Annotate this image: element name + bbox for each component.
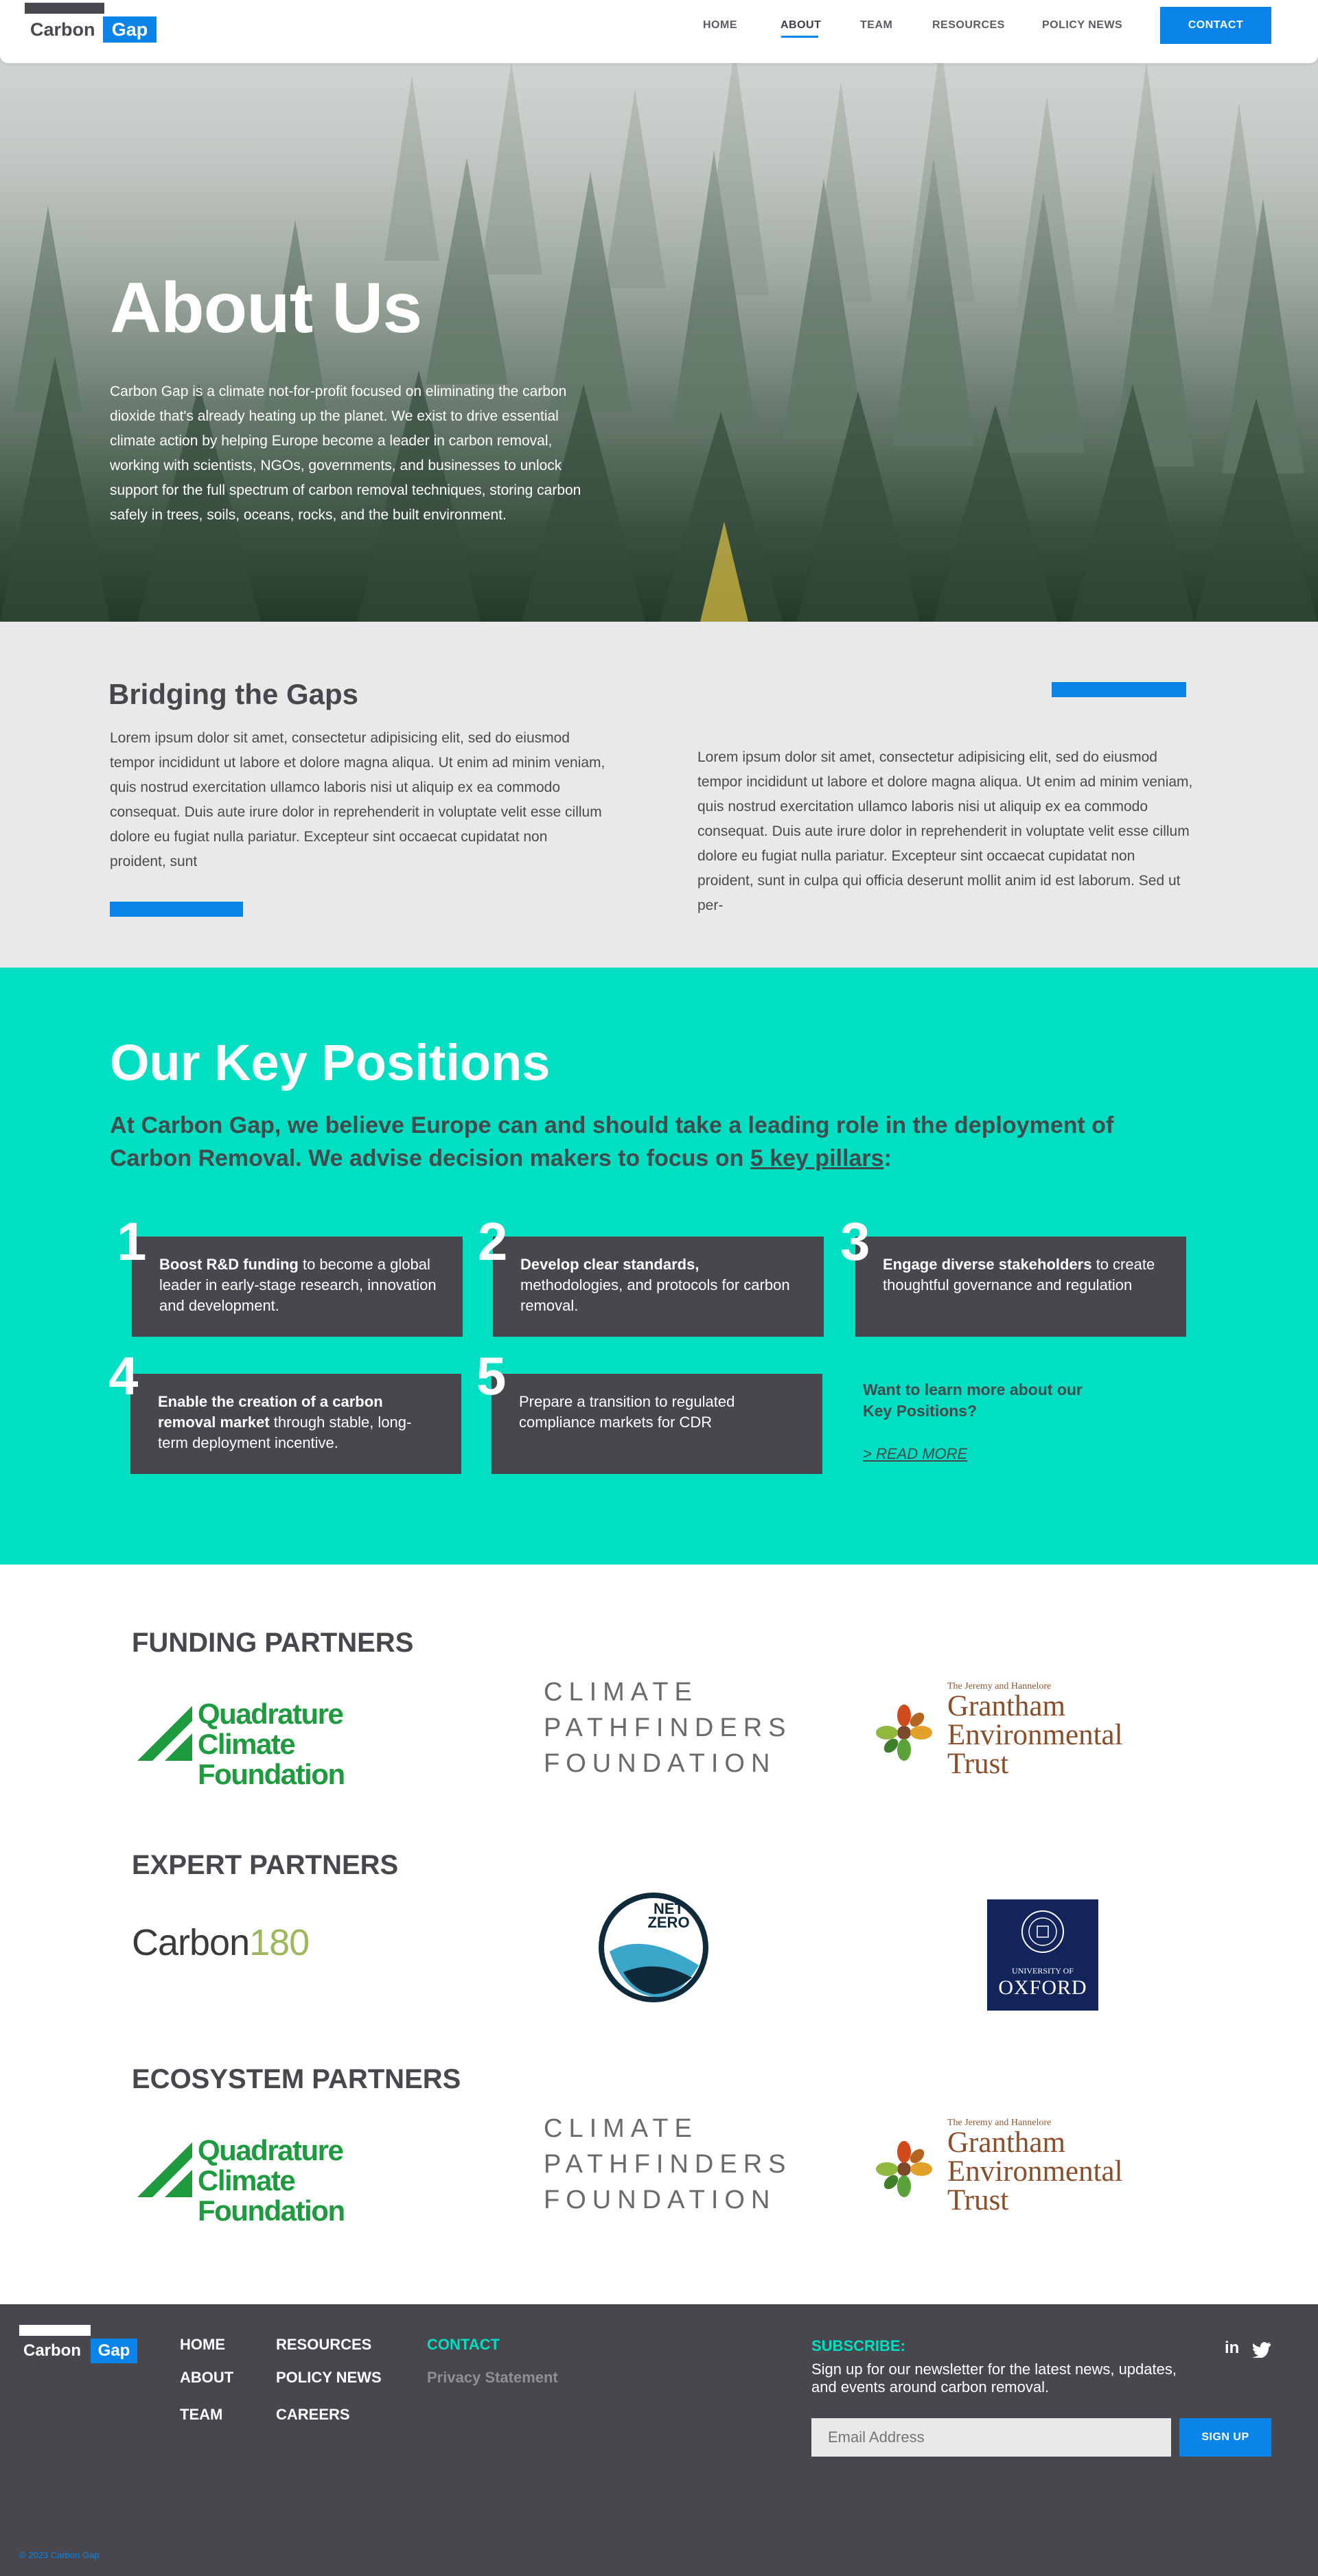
read-more-link[interactable]: > READ MORE — [863, 1445, 968, 1462]
logo-carbon-text: Carbon — [23, 2341, 81, 2360]
nav-about[interactable]: ABOUT — [781, 19, 822, 31]
pillar-number-1: 1 — [117, 1211, 147, 1272]
grantham-flower-icon — [866, 2131, 942, 2207]
carbon180-b: 180 — [249, 1922, 310, 1963]
footer-link-contact[interactable]: CONTACT — [427, 2336, 500, 2353]
pillar-bold: Develop clear standards, — [520, 1256, 700, 1273]
subscribe-description: Sign up for our newsletter for the latest news, updates, and events around carbon removal. — [811, 2361, 1177, 2396]
logo-gap-text: Gap — [91, 2339, 137, 2363]
accent-bar-left — [110, 902, 243, 917]
oxford-logo[interactable] — [987, 1899, 1098, 2011]
quadrature-line2: Climate Foundation — [198, 1728, 345, 1790]
pillar-text: Prepare a transition to regulated compliance markets for CDR — [519, 1393, 735, 1431]
key-positions-lead — [110, 1109, 1153, 1175]
grantham-subtitle: The Jeremy and Hannelore — [947, 2118, 1052, 2128]
nav-home[interactable]: HOME — [703, 19, 737, 31]
cpf-line3: FOUNDATION — [544, 2186, 776, 2214]
lead-text: At Carbon Gap, we believe Europe can and should take a leading role in the deployment of Carbon Removal. We advise decision makers to focus on — [110, 1112, 1114, 1171]
pillar-card-3 — [855, 1237, 1186, 1337]
pillar-card-5 — [492, 1374, 822, 1474]
carbon-gap-logo[interactable] — [25, 3, 157, 43]
grantham-line2: Environmental — [947, 1719, 1123, 1751]
accent-bar-right — [1052, 682, 1186, 697]
grantham-line3: Trust — [947, 1748, 1009, 1780]
pillar-text: methodologies, and protocols for carbon removal. — [520, 1276, 790, 1314]
grantham-line1: Grantham — [947, 1690, 1065, 1722]
cpf-line3: FOUNDATION — [544, 1749, 776, 1778]
grantham-name — [947, 2129, 1123, 2215]
hero-description: Carbon Gap is a climate not-for-profit focused on eliminating the carbon dioxide that's already heating up the planet. We exist to drive essential climate action by helping Europe become a leader in carbon removal, working with scientists, NGOs, governments, and businesses to unlock support for the full spectrum of carbon removal techniques, storing carbon safely in trees, soils, oceans, rocks, and the built environment. — [110, 384, 581, 523]
site-footer — [0, 2304, 1318, 2576]
net-zero-logo[interactable] — [596, 1890, 711, 2005]
page-title: About Us — [110, 268, 422, 348]
footer-link-team[interactable]: TEAM — [180, 2406, 223, 2423]
top-navigation — [0, 0, 1318, 63]
grantham-trust-logo[interactable] — [866, 1681, 1182, 1784]
pillar-number-3: 3 — [840, 1211, 870, 1272]
oxford-university-of: UNIVERSITY OF — [1012, 1966, 1074, 1976]
climate-pathfinders-logo[interactable] — [544, 1674, 805, 1781]
pillar-number-5: 5 — [476, 1346, 507, 1406]
twitter-bird-icon — [1252, 2341, 1271, 2358]
net-zero-b: ZERO — [647, 1914, 690, 1931]
logo-bar — [25, 3, 104, 14]
pillar-number-4: 4 — [108, 1346, 139, 1406]
lead-end: : — [883, 1145, 892, 1171]
logo-gap-text: Gap — [103, 16, 157, 43]
cpf-line2: PATHFINDERS — [544, 2150, 792, 2179]
bridging-section — [0, 622, 1318, 968]
bridging-title: Bridging the Gaps — [108, 678, 359, 710]
pillar-card-4 — [130, 1374, 461, 1474]
climate-pathfinders-logo-ecosystem[interactable] — [544, 2111, 805, 2218]
footer-logo[interactable] — [19, 2325, 137, 2363]
footer-link-about[interactable]: ABOUT — [180, 2369, 234, 2386]
footer-link-privacy[interactable]: Privacy Statement — [427, 2369, 558, 2386]
footer-link-home[interactable]: HOME — [180, 2336, 225, 2353]
linkedin-icon[interactable]: in — [1225, 2339, 1240, 2357]
grantham-line1: Grantham — [947, 2127, 1065, 2159]
hero-section — [0, 0, 1318, 622]
grantham-line2: Environmental — [947, 2155, 1123, 2188]
footer-link-resources[interactable]: RESOURCES — [276, 2336, 372, 2353]
quadrature-name — [198, 1699, 439, 1790]
quadrature-name — [198, 2135, 439, 2226]
nav-active-indicator — [781, 36, 818, 38]
sign-up-button[interactable]: SIGN UP — [1179, 2418, 1271, 2457]
pillar-text: through stable, long-term deployment incentive. — [158, 1414, 412, 1451]
footer-link-policy-news[interactable]: POLICY NEWS — [276, 2369, 382, 2386]
footer-link-careers[interactable]: CAREERS — [276, 2406, 350, 2423]
nav-policy-news[interactable]: POLICY NEWS — [1042, 19, 1123, 31]
logo-carbon-text: Carbon — [30, 19, 95, 40]
quadrature-triangle-icon — [137, 1699, 199, 1761]
quadrature-line1: Quadrature — [198, 1698, 343, 1730]
contact-button[interactable]: CONTACT — [1160, 7, 1271, 44]
expert-partners-title: EXPERT PARTNERS — [132, 1850, 399, 1880]
quadrature-line1: Quadrature — [198, 2134, 343, 2166]
logo-bar — [19, 2325, 91, 2336]
grantham-name — [947, 1692, 1123, 1779]
quadrature-logo-ecosystem[interactable] — [137, 2134, 439, 2227]
grantham-line3: Trust — [947, 2184, 1009, 2216]
learn-more-question: Want to learn more about our Key Positions? — [863, 1381, 1083, 1420]
pillar-text: to create thoughtful governance and regulation — [883, 1256, 1155, 1293]
twitter-icon[interactable] — [1252, 2341, 1271, 2363]
grantham-subtitle: The Jeremy and Hannelore — [947, 1681, 1052, 1691]
nav-team[interactable]: TEAM — [860, 19, 893, 31]
oxford-name: OXFORD — [998, 1976, 1087, 1999]
pillar-text: to become a global leader in early-stage research, innovation and development. — [159, 1256, 437, 1314]
pillar-card-1 — [132, 1237, 463, 1337]
net-zero-a: NET — [654, 1900, 684, 1917]
copyright: © 2023 Carbon Gap — [19, 2550, 100, 2560]
subscribe-title: SUBSCRIBE: — [811, 2337, 905, 2354]
pillar-number-2: 2 — [478, 1211, 508, 1272]
grantham-flower-icon — [866, 1695, 942, 1770]
bridging-column-right: Lorem ipsum dolor sit amet, consectetur adipisicing elit, sed do eiusmod tempor incididunt ut labore et dolore magna aliqua. Ut enim ad minim veniam, quis nostrud exercitation ullamco laboris nisi ut aliquip ex ea commodo consequat. Duis aute irure dolor in reprehenderit in voluptate velit esse cillum dolore eu fugiat nulla pariatur. Excepteur sint occaecat cupidatat non proident, sunt in culpa qui officia deserunt mollit anim id est laborum. Sed ut per- — [697, 749, 1193, 913]
nav-resources[interactable]: RESOURCES — [932, 19, 1005, 31]
cpf-line1: CLIMATE — [544, 2114, 698, 2143]
pillar-bold: Boost R&D funding — [159, 1256, 299, 1273]
pillar-bold: Engage diverse stakeholders — [883, 1256, 1092, 1273]
key-positions-section — [0, 968, 1318, 1565]
partners-section — [0, 1565, 1318, 2304]
pillar-card-2 — [493, 1237, 824, 1337]
quadrature-logo[interactable] — [137, 1698, 439, 1790]
grantham-trust-logo-ecosystem[interactable] — [866, 2118, 1182, 2221]
quadrature-line2: Climate Foundation — [198, 2164, 345, 2227]
cpf-line1: CLIMATE — [544, 1678, 698, 1707]
ecosystem-partners-title: ECOSYSTEM PARTNERS — [132, 2064, 461, 2094]
email-field[interactable] — [811, 2418, 1171, 2457]
quadrature-triangle-icon — [137, 2135, 199, 2197]
key-positions-title: Our Key Positions — [110, 1034, 551, 1091]
oxford-crest-icon — [1019, 1908, 1067, 1956]
funding-partners-title: FUNDING PARTNERS — [132, 1628, 414, 1658]
cpf-line2: PATHFINDERS — [544, 1713, 792, 1742]
carbon180-a: Carbon — [132, 1922, 250, 1963]
bridging-column-left: Lorem ipsum dolor sit amet, consectetur adipisicing elit, sed do eiusmod tempor incididunt ut labore et dolore magna aliqua. Ut enim ad minim veniam, quis nostrud exercitation ullamco laboris nisi ut aliquip ex ea commodo consequat. Duis aute irure dolor in reprehenderit in voluptate velit esse cillum dolore eu fugiat nulla pariatur. Excepteur sint occaecat cupidatat non proident, sunt — [110, 730, 605, 869]
pillar-bold: Enable the creation of a carbon removal market — [158, 1393, 383, 1431]
key-pillars-link[interactable]: 5 key pillars — [750, 1145, 884, 1171]
carbon180-logo[interactable] — [132, 1921, 309, 1964]
net-zero-text — [641, 1902, 696, 1930]
